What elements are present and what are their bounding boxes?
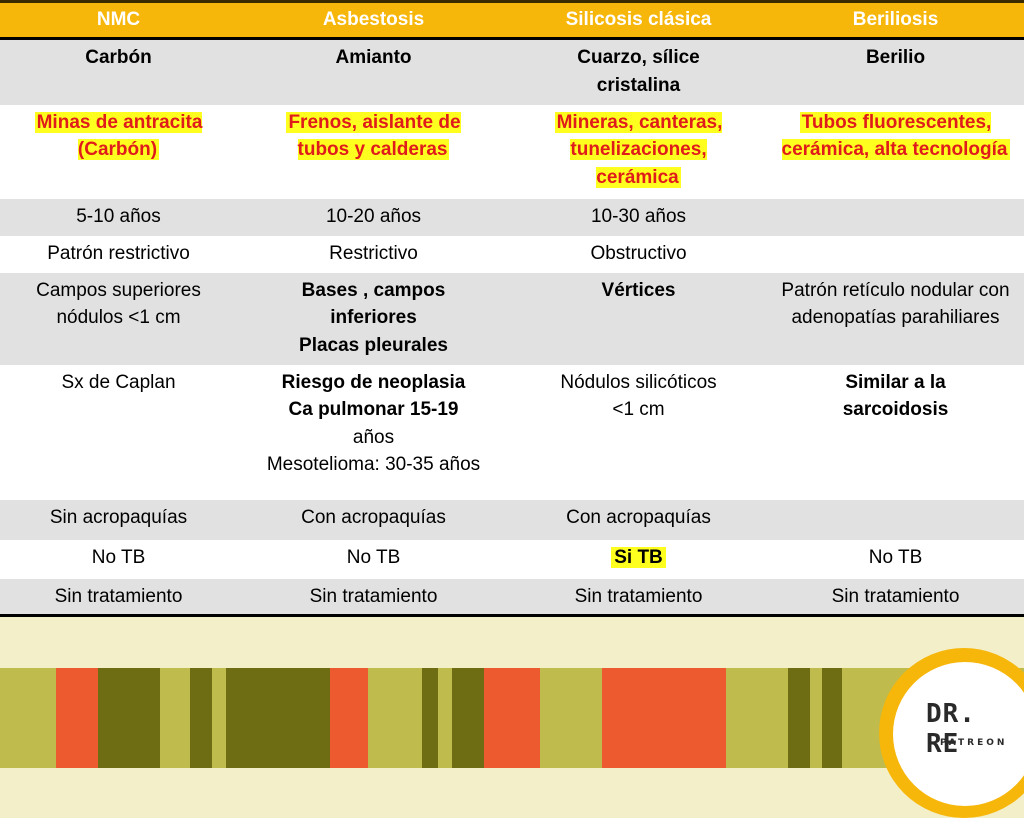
header-nmc: NMC: [0, 3, 237, 39]
cell-location-silicosis: Vértices: [510, 273, 767, 365]
stripe: [644, 668, 726, 768]
cell-agent-silicosis: Cuarzo, sílice cristalina: [510, 39, 767, 105]
cell-exposure-silicosis: [510, 105, 767, 199]
cell-treatment-nmc: Sin tratamiento: [0, 579, 237, 616]
cell-pattern-beriliosis: [767, 236, 1024, 273]
cell-latency-beriliosis: [767, 199, 1024, 236]
stripe: [602, 668, 644, 768]
cell-pattern-asbestosis: Restrictivo: [237, 236, 510, 273]
features-text: Riesgo de neoplasia: [281, 371, 466, 393]
row-tb: [0, 540, 1024, 579]
stripe: [226, 668, 250, 768]
cell-treatment-asbestosis: Sin tratamiento: [237, 579, 510, 616]
cell-features-beriliosis: Similar a la sarcoidosis: [767, 365, 1024, 500]
location-text: Bases , campos inferiores: [301, 279, 446, 328]
cell-features-silicosis: [510, 365, 767, 500]
row-features: [0, 365, 1024, 500]
header-row: [0, 3, 1024, 39]
decorative-stripes: [0, 668, 1024, 768]
stripe: [98, 668, 160, 768]
features-text: Nódulos silicóticos: [560, 371, 717, 393]
stripe: [56, 668, 98, 768]
cell-tb-nmc: No TB: [0, 540, 237, 579]
header-asbestosis: Asbestosis: [237, 3, 510, 39]
cell-features-asbestosis: [237, 365, 510, 500]
row-agent: [0, 39, 1024, 105]
stripe: [822, 668, 842, 768]
cell-treatment-silicosis: Sin tratamiento: [510, 579, 767, 616]
stripe: [788, 668, 810, 768]
cell-location-asbestosis: [237, 273, 510, 365]
stripe: [422, 668, 438, 768]
tb-highlight: Si TB: [611, 547, 666, 568]
cell-pattern-nmc: Patrón restrictivo: [0, 236, 237, 273]
stripe: [540, 668, 602, 768]
cell-clubbing-silicosis: Con acropaquías: [510, 500, 767, 540]
exposure-highlight: Tubos fluorescentes, cerámica, alta tecnología: [781, 111, 1008, 160]
cell-agent-beriliosis: Berilio: [767, 39, 1024, 105]
stripe: [190, 668, 212, 768]
cell-treatment-beriliosis: Sin tratamiento: [767, 579, 1024, 616]
stripe: [330, 668, 368, 768]
stripe: [250, 668, 330, 768]
cell-features-nmc: Sx de Caplan: [0, 365, 237, 500]
cell-clubbing-beriliosis: [767, 500, 1024, 540]
stripe: [160, 668, 190, 768]
cell-latency-silicosis: 10-30 años: [510, 199, 767, 236]
logo-subtitle: PATREON: [940, 738, 1008, 748]
pneumoconiosis-table: [0, 3, 1024, 617]
cell-exposure-beriliosis: [767, 105, 1024, 199]
row-treatment: [0, 579, 1024, 616]
exposure-highlight: Mineras, canteras, tunelizaciones, cerámica: [556, 111, 723, 188]
features-text: años: [352, 426, 395, 448]
exposure-highlight: Minas de antracita (Carbón): [36, 111, 203, 160]
logo-title: DR. RE: [926, 699, 976, 759]
cell-latency-asbestosis: 10-20 años: [237, 199, 510, 236]
features-text: Ca pulmonar 15-19: [288, 399, 459, 420]
cell-pattern-silicosis: Obstructivo: [510, 236, 767, 273]
cell-clubbing-asbestosis: Con acropaquías: [237, 500, 510, 540]
cell-exposure-asbestosis: [237, 105, 510, 199]
cell-tb-silicosis: [510, 540, 767, 579]
cell-agent-nmc: Carbón: [0, 39, 237, 105]
stripe: [212, 668, 226, 768]
row-clubbing: [0, 500, 1024, 540]
stripe: [484, 668, 540, 768]
cell-clubbing-nmc: Sin acropaquías: [0, 500, 237, 540]
row-pattern: [0, 236, 1024, 273]
stripe: [726, 668, 788, 768]
header-silicosis: Silicosis clásica: [510, 3, 767, 39]
cell-location-beriliosis: Patrón retículo nodular con adenopatías parahiliares: [767, 273, 1024, 365]
cell-tb-beriliosis: No TB: [767, 540, 1024, 579]
cell-agent-asbestosis: Amianto: [237, 39, 510, 105]
cell-location-nmc: Campos superiores nódulos <1 cm: [0, 273, 237, 365]
location-text: Placas pleurales: [299, 334, 448, 356]
features-text: <1 cm: [612, 399, 665, 420]
cell-exposure-nmc: [0, 105, 237, 199]
stripe: [368, 668, 422, 768]
stripe: [810, 668, 822, 768]
stripe: [438, 668, 452, 768]
header-beriliosis: Beriliosis: [767, 3, 1024, 39]
exposure-highlight: Frenos, aislante de tubos y calderas: [288, 111, 461, 160]
stripe: [452, 668, 484, 768]
row-latency: [0, 199, 1024, 236]
row-location: [0, 273, 1024, 365]
cell-latency-nmc: 5-10 años: [0, 199, 237, 236]
stripe: [0, 668, 56, 768]
features-text: Mesotelioma: 30-35 años: [266, 454, 481, 475]
cell-tb-asbestosis: No TB: [237, 540, 510, 579]
row-exposure: [0, 105, 1024, 199]
